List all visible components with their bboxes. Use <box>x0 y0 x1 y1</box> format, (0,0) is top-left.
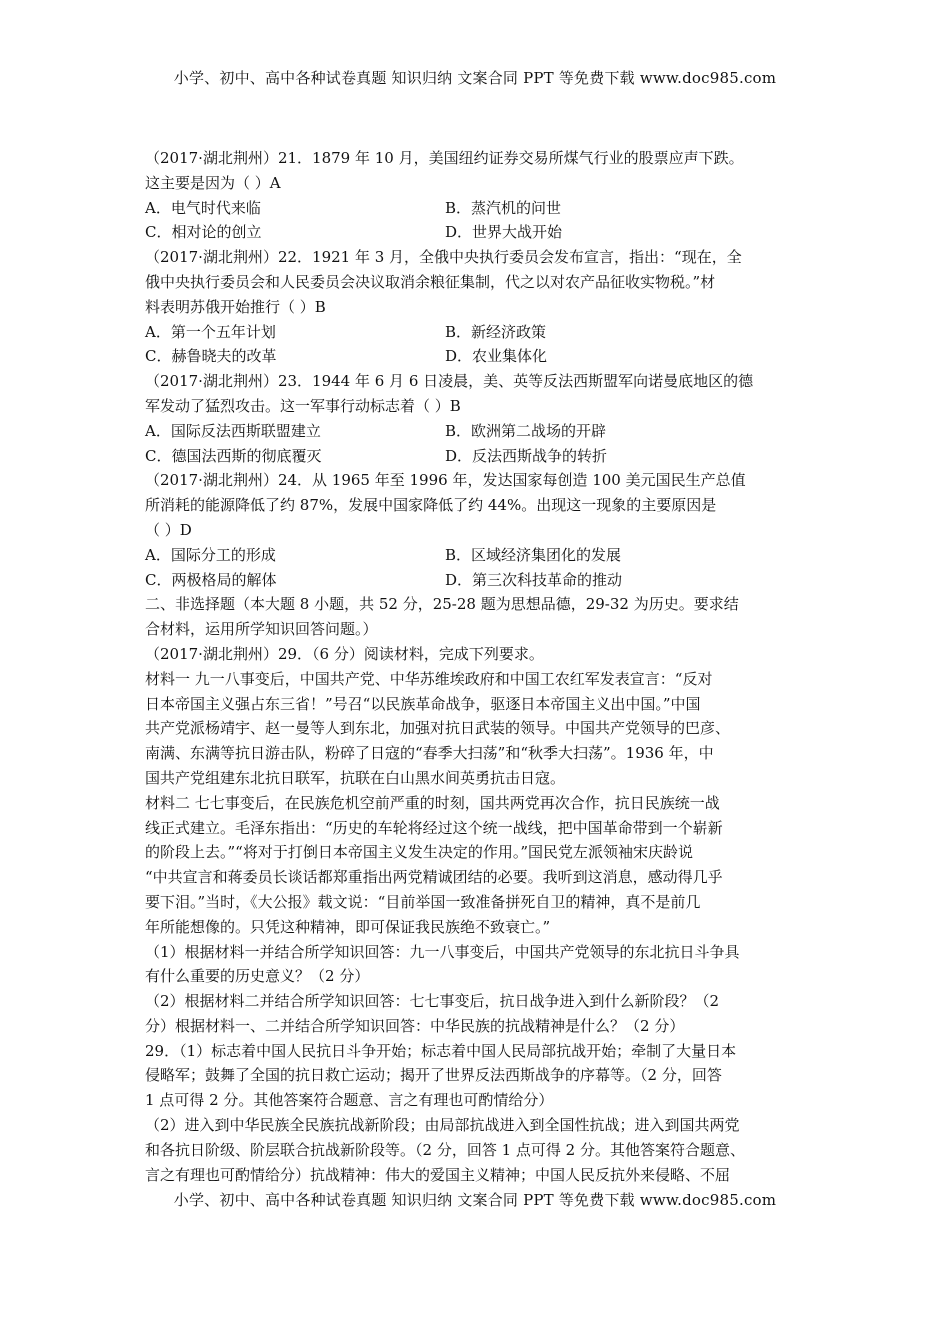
option-row <box>145 543 810 568</box>
question-29 <box>145 642 810 1188</box>
option-row <box>145 444 810 469</box>
option-c: C．相对论的创立 <box>145 223 262 242</box>
question-23 <box>145 369 810 468</box>
option-row <box>145 568 810 593</box>
material-line: “中共宣言和蒋委员长谈话都郑重指出两党精诚团结的必要。我听到这消息，感动得几乎 <box>145 868 723 887</box>
section-2-heading <box>145 592 810 642</box>
option-a: A．国际分工的形成 <box>145 545 276 564</box>
section-heading-line: 合材料，运用所学知识回答问题。） <box>145 620 378 639</box>
answer-line: 侵略军；鼓舞了全国的抗日救亡运动；揭开了世界反法西斯战争的序幕等。（2 分，回答 <box>145 1066 722 1085</box>
material-line: 的阶段上去。”“将对于打倒日本帝国主义发生决定的作用。”国民党左派领袖宋庆龄说 <box>145 843 694 862</box>
answer-line: （2）进入到中华民族全民族抗战新阶段；由局部抗战进入到全国性抗战；进入到国共两党 <box>145 1116 740 1135</box>
question-stem-line: （2017·湖北荆州）22．1921 年 3 月，全俄中央执行委员会发布宣言，指出：“现在，全 <box>145 248 742 267</box>
material-line: 日本帝国主义强占东三省！”号召“以民族革命战争，驱逐日本帝国主义出中国。”中国 <box>145 694 701 713</box>
answer-1 <box>145 1039 810 1113</box>
question-intro: （2017·湖北荆州）29．（6 分）阅读材料，完成下列要求。 <box>145 644 544 663</box>
option-row <box>145 220 810 245</box>
option-row <box>145 196 810 221</box>
answer-2 <box>145 1113 810 1187</box>
answer-line: 言之有理也可酌情给分）抗战精神：伟大的爱国主义精神；中国人民反抗外来侵略、不屈 <box>145 1165 731 1184</box>
page-footer: 小学、初中、高中各种试卷真题 知识归纳 文案合同 PPT 等免费下载 www.doc985.com <box>173 1191 777 1209</box>
sub-question-line: 有什么重要的历史意义？（2 分） <box>145 967 370 986</box>
question-stem-line: 俄中央执行委员会和人民委员会决议取消余粮征集制，代之以对农产品征收实物税。”材 <box>145 272 716 291</box>
sub-question-line: （1）根据材料一并结合所学知识回答：九一八事变后，中国共产党领导的东北抗日斗争具 <box>145 942 740 961</box>
material-line: 要下泪。”当时，《大公报》载文说：“目前举国一致准备拼死自卫的精神，真不是前几 <box>145 892 701 911</box>
material-line: 南满、东满等抗日游击队，粉碎了日寇的“春季大扫荡”和“秋季大扫荡”。1936 年，中 <box>145 744 714 763</box>
question-stem-line: （2017·湖北荆州）23．1944 年 6 月 6 日凌晨，美、英等反法西斯盟军向诺曼底地区的德 <box>145 372 754 391</box>
material-1 <box>145 667 810 791</box>
option-c: C．赫鲁晓夫的改革 <box>145 347 277 366</box>
material-2 <box>145 791 810 940</box>
answer-line: 29．（1）标志着中国人民抗日斗争开始；标志着中国人民局部抗战开始；牵制了大量日本 <box>145 1041 737 1060</box>
option-a: A．电气时代来临 <box>145 198 261 217</box>
option-row <box>145 344 810 369</box>
question-24 <box>145 468 810 592</box>
section-heading-line: 二、非选择题（本大题 8 小题，共 52 分，25-28 题为思想品德，29-32 为历史。要求结 <box>145 595 739 614</box>
document-body <box>145 146 810 1187</box>
option-b: B．区域经济集团化的发展 <box>445 545 622 564</box>
sub-question-line: （2）根据材料二并结合所学知识回答：七七事变后，抗日战争进入到什么新阶段？（2 <box>145 992 720 1011</box>
answer-line: 和各抗日阶级、阶层联合抗战新阶段等。（2 分，回答 1 点可得 2 分。其他答案符合题意、 <box>145 1140 745 1159</box>
question-stem-line: 料表明苏俄开始推行（ ）B <box>145 297 326 316</box>
option-c: C．德国法西斯的彻底覆灭 <box>145 446 322 465</box>
option-b: B．蒸汽机的问世 <box>445 198 562 217</box>
question-stem-line: （2017·湖北荆州）24．从 1965 年至 1996 年，发达国家每创造 100 美元国民生产总值 <box>145 471 746 490</box>
material-line: 材料二 七七事变后，在民族危机空前严重的时刻，国共两党再次合作，抗日民族统一战 <box>145 793 720 812</box>
material-line: 线正式建立。毛泽东指出：“历史的车轮将经过这个统一战线，把中国革命带到一个崭新 <box>145 818 723 837</box>
question-stem-line: 这主要是因为（ ）A <box>145 173 281 192</box>
material-line: 国共产党组建东北抗日联军，抗联在白山黑水间英勇抗击日寇。 <box>145 768 566 787</box>
option-d: D．农业集体化 <box>445 347 548 366</box>
sub-question-line: 分）根据材料一、二并结合所学知识回答：中华民族的抗战精神是什么？（2 分） <box>145 1016 685 1035</box>
option-d: D．反法西斯战争的转折 <box>445 446 608 465</box>
answer-line: 1 点可得 2 分。其他答案符合题意、言之有理也可酌情给分） <box>145 1091 554 1110</box>
option-c: C．两极格局的解体 <box>145 570 277 589</box>
sub-question-1 <box>145 940 810 990</box>
material-line: 年所能想像的。只凭这种精神，即可保证我民族绝不致衰亡。” <box>145 917 551 936</box>
question-stem-line: 所消耗的能源降低了约 87%，发展中国家降低了约 44%。出现这一现象的主要原因是 <box>145 496 717 515</box>
sub-question-2 <box>145 989 810 1039</box>
question-stem-line: （2017·湖北荆州）21．1879 年 10 月，美国纽约证券交易所煤气行业的股票应声下跌。 <box>145 149 744 167</box>
option-row <box>145 320 810 345</box>
question-stem-line: 军发动了猛烈攻击。这一军事行动标志着（ ）B <box>145 396 461 415</box>
option-d: D．第三次科技革命的推动 <box>445 570 623 589</box>
option-a: A．第一个五年计划 <box>145 322 276 341</box>
question-21 <box>145 146 810 245</box>
material-line: 共产党派杨靖宇、赵一曼等人到东北，加强对抗日武装的领导。中国共产党领导的巴彦、 <box>145 719 731 738</box>
option-a: A．国际反法西斯联盟建立 <box>145 421 321 440</box>
material-line: 材料一 九一八事变后，中国共产党、中华苏维埃政府和中国工农红军发表宣言：“反对 <box>145 669 713 688</box>
option-b: B．欧洲第二战场的开辟 <box>445 421 607 440</box>
option-d: D．世界大战开始 <box>445 223 563 242</box>
option-row <box>145 419 810 444</box>
question-22 <box>145 245 810 369</box>
question-stem-line: （ ）D <box>145 520 192 539</box>
page-header: 小学、初中、高中各种试卷真题 知识归纳 文案合同 PPT 等免费下载 www.doc985.com <box>173 69 777 87</box>
option-b: B．新经济政策 <box>445 322 547 341</box>
